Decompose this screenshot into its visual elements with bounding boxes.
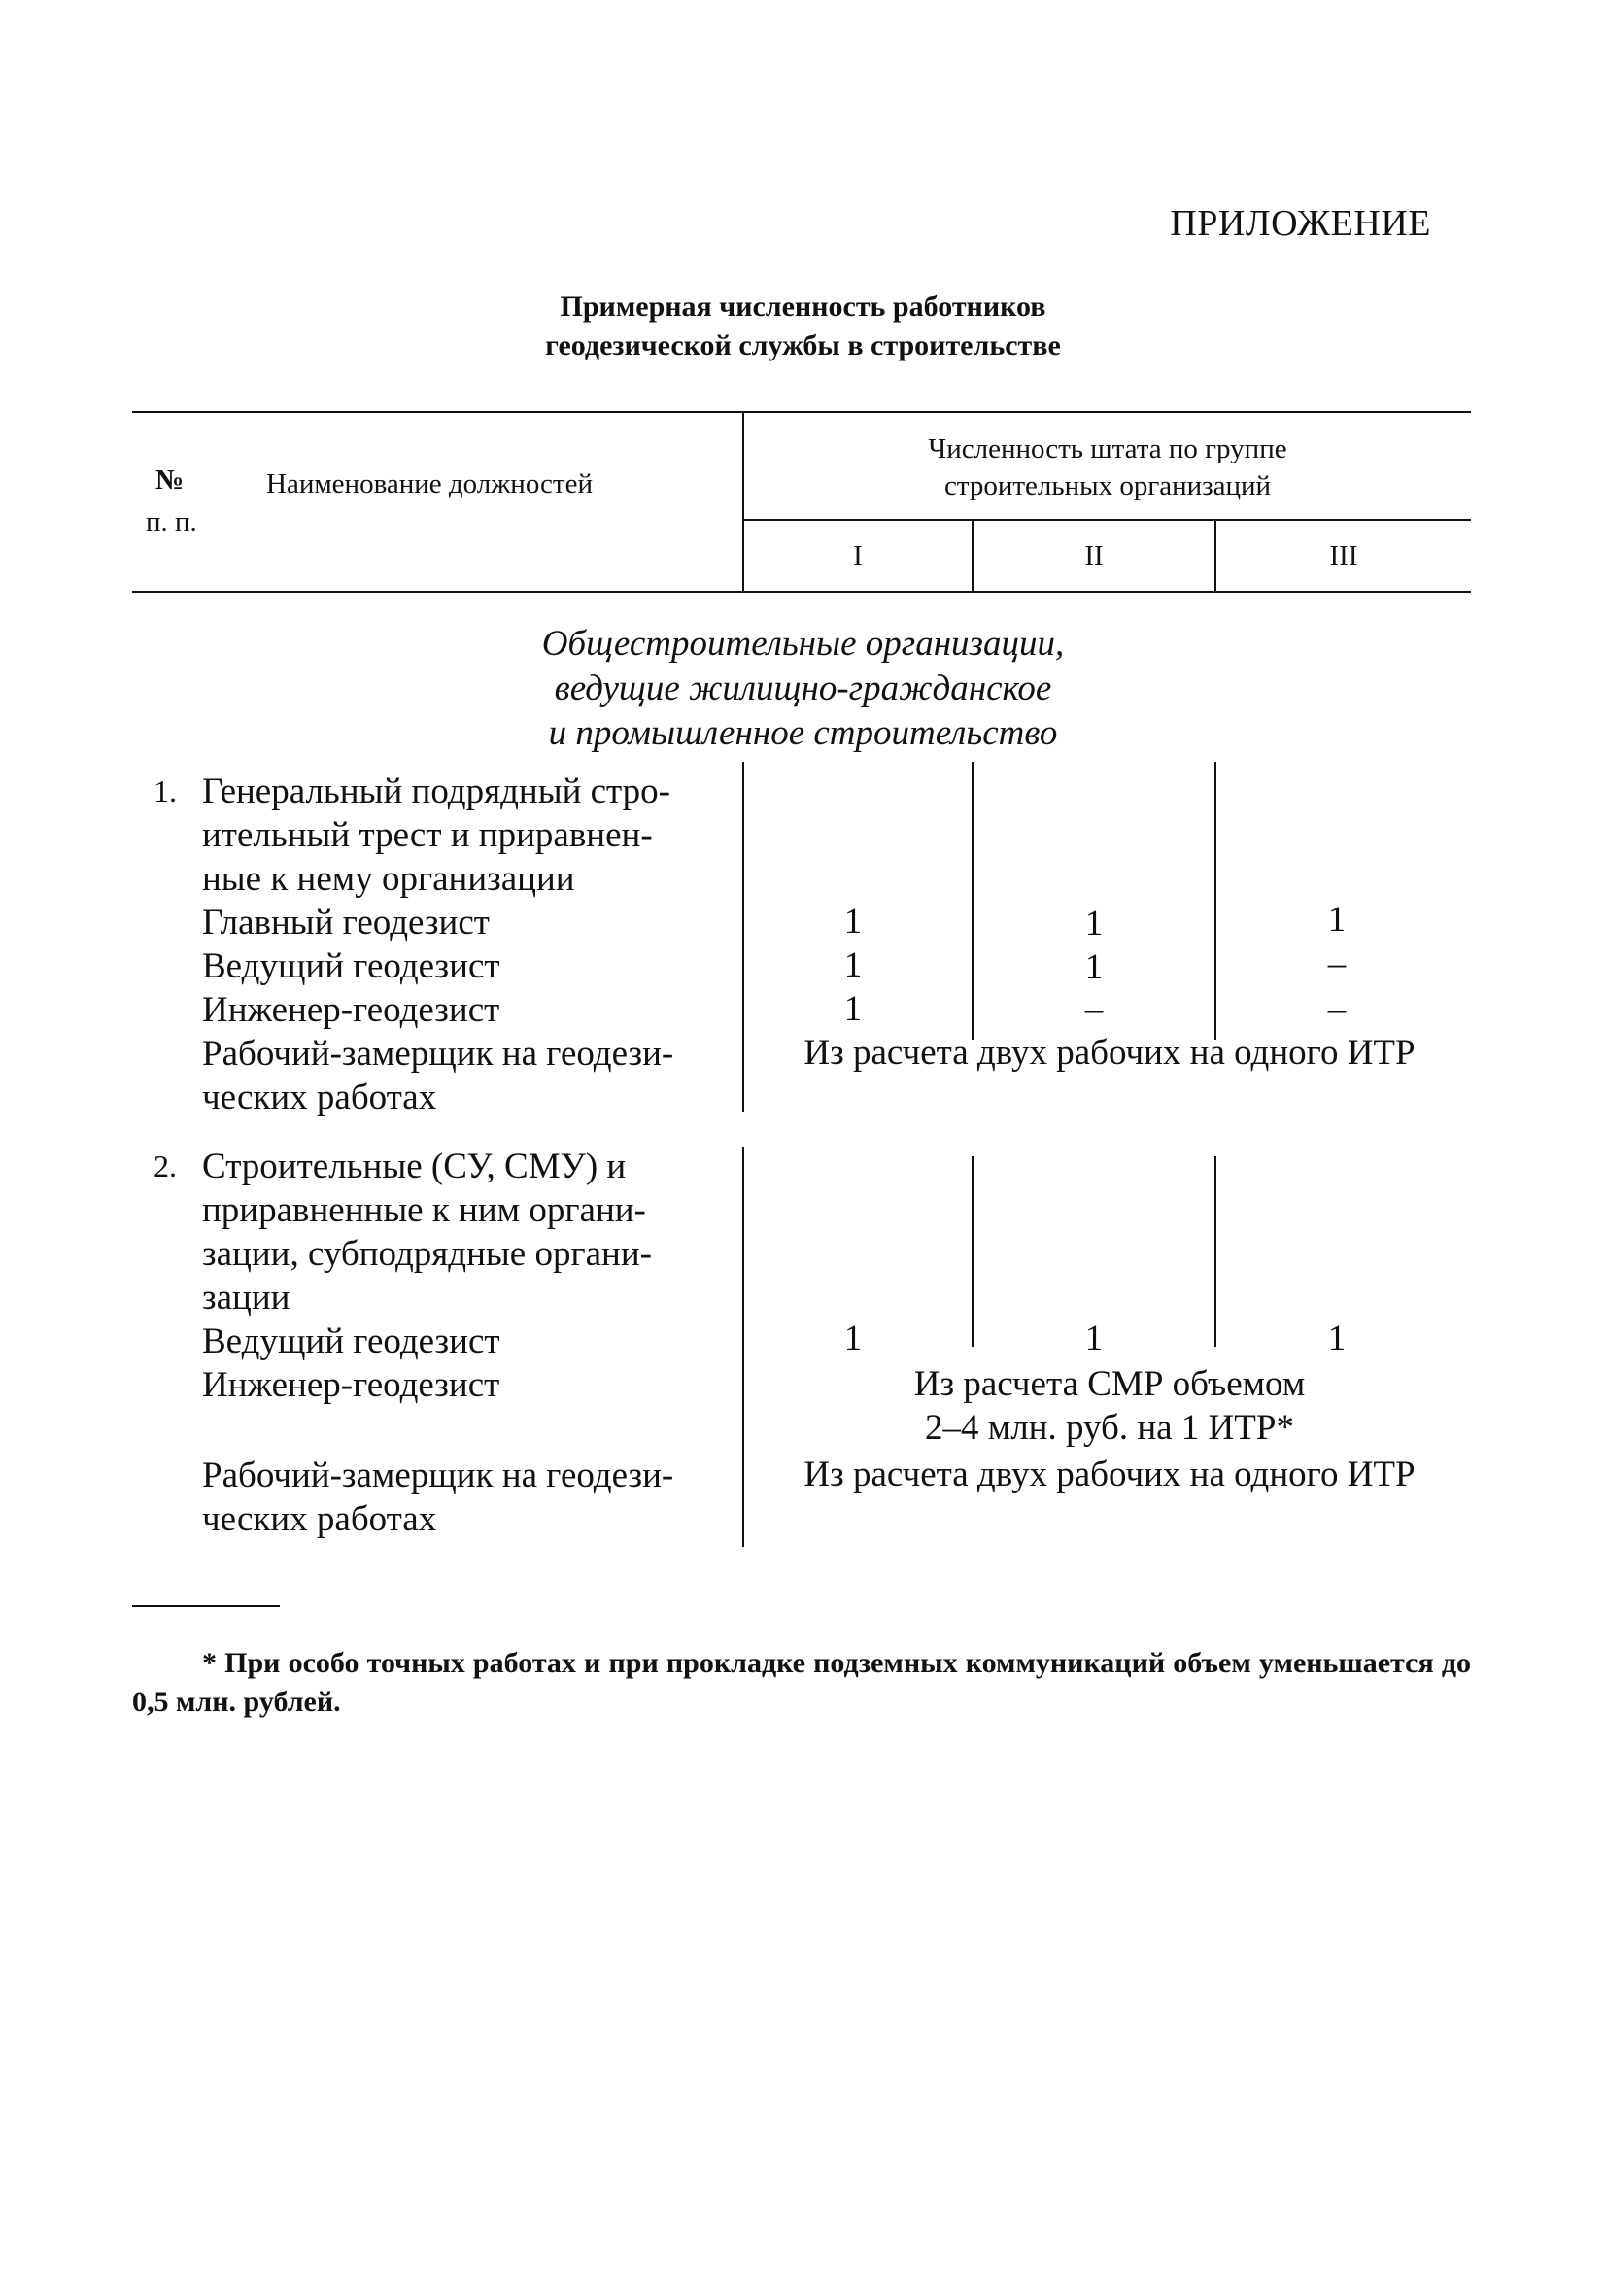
row1-chief-g3: 1 (1327, 900, 1347, 940)
row1-divider-main (742, 762, 744, 1112)
row1-engineer-g2: – (1084, 989, 1104, 1029)
row1-title-line2: ительный трест и приравнен- (202, 815, 653, 855)
row1-engineer-g1: 1 (843, 989, 863, 1029)
row1-worker-span: Из расчета двух рабочих на одного ИТР (803, 1033, 1416, 1073)
footnote-text: * При особо точных работах и при прокладке подземных коммуникаций объем уменьшается до 0,5 млн. рублей. (132, 1647, 1471, 1718)
row2-engineer-span-line1: Из расчета СМР объемом (913, 1364, 1306, 1404)
row2-divider-main (742, 1147, 744, 1547)
row2-worker-name-line1: Рабочий-замерщик на геодези- (202, 1456, 674, 1495)
header-num-symbol: № (155, 464, 185, 496)
row2-lead-name: Ведущий геодезист (202, 1321, 500, 1361)
row2-title-line2: приравненные к ним органи- (202, 1190, 646, 1230)
row1-chief-name: Главный геодезист (202, 903, 490, 942)
row1-title-line1: Генеральный подрядный стро- (202, 771, 670, 811)
row1-worker-name-line2: ческих работах (202, 1078, 437, 1117)
header-position-name: Наименование должностей (266, 468, 593, 499)
row2-lead-g1: 1 (843, 1319, 863, 1358)
row2-title-line4: зации (202, 1278, 290, 1318)
row1-title-line3: ные к нему организации (202, 859, 575, 899)
row2-lead-g3: 1 (1327, 1319, 1347, 1358)
row2-worker-name-line2: ческих работах (202, 1499, 437, 1539)
header-staff-line2: строительных организаций (943, 470, 1272, 501)
row2-divider-1 (972, 1156, 974, 1347)
row2-lead-g2: 1 (1084, 1319, 1104, 1358)
header-group-1: I (853, 540, 863, 571)
row1-chief-g2: 1 (1084, 904, 1104, 943)
table-title-line2: геодезической службы в строительстве (545, 329, 1061, 361)
section-heading-line2: ведущие жилищно-гражданское (554, 668, 1052, 708)
row1-lead-g1: 1 (843, 945, 863, 985)
footnote-separator (132, 1605, 280, 1607)
table-title-line1: Примерная численность работников (560, 291, 1046, 323)
row1-divider-1 (972, 762, 974, 1040)
row2-worker-span: Из расчета двух рабочих на одного ИТР (803, 1455, 1416, 1494)
appendix-label: ПРИЛОЖЕНИЕ (1170, 203, 1431, 244)
row1-lead-g3: – (1327, 943, 1347, 983)
row1-lead-g2: 1 (1084, 947, 1104, 987)
row2-divider-2 (1214, 1156, 1216, 1347)
row2-title-line1: Строительные (СУ, СМУ) и (202, 1147, 627, 1186)
header-group-rule (744, 519, 1471, 521)
row2-title-line3: зации, субподрядные органи- (202, 1234, 652, 1274)
row1-worker-name-line1: Рабочий-замерщик на геодези- (202, 1034, 674, 1074)
row2-engineer-span-line2: 2–4 млн. руб. на 1 ИТР* (925, 1408, 1294, 1448)
header-bottom-rule (132, 591, 1471, 593)
row1-engineer-g3: – (1327, 989, 1347, 1029)
header-group-2: II (1084, 540, 1104, 571)
row2-number: 2. (154, 1148, 177, 1183)
row1-chief-g1: 1 (843, 902, 863, 942)
row1-divider-2 (1214, 762, 1216, 1040)
row2-engineer-name: Инженер-геодезист (202, 1365, 500, 1405)
row1-lead-name: Ведущий геодезист (202, 946, 500, 986)
table-top-rule (132, 411, 1471, 413)
section-heading-line3: и промышленное строительство (548, 713, 1058, 753)
row1-number: 1. (154, 773, 177, 808)
row1-engineer-name: Инженер-геодезист (202, 990, 500, 1030)
header-num-pp: п. п. (146, 506, 197, 537)
section-heading-line1: Общестроительные организации, (541, 624, 1065, 664)
header-group-3: III (1329, 540, 1358, 571)
header-staff-line1: Численность штата по группе (928, 433, 1287, 464)
